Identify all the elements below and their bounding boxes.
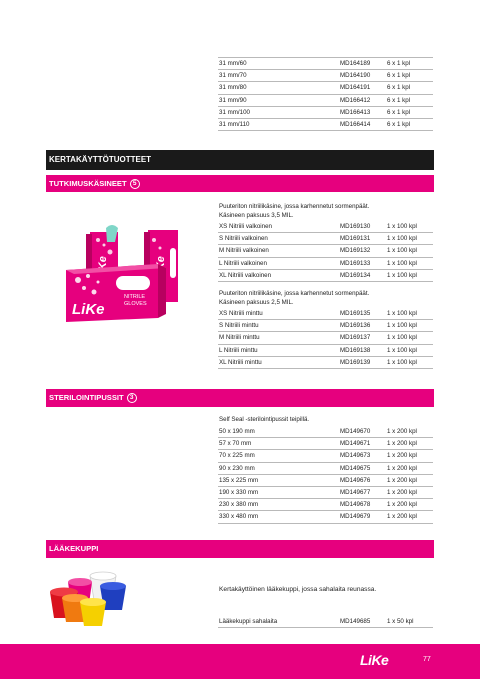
- page-footer: [0, 644, 480, 679]
- table-row: XS Nitriili minttu MD169135 1 x 100 kpl: [218, 308, 433, 320]
- table-row: 135 x 225 mm MD149676 1 x 200 kpl: [218, 475, 433, 487]
- table-row: M Nitriili valkoinen MD169132 1 x 100 kpl: [218, 245, 433, 257]
- description-line: Puuteriton nitriilikäsine, jossa karhennetut sormenpäät.: [219, 203, 370, 210]
- table-row: 31 mm/70 MD164190 6 x 1 kpl: [218, 70, 433, 82]
- divider: [46, 557, 434, 558]
- table-row: XL Nitriili valkoinen MD169134 1 x 100 kpl: [218, 270, 433, 282]
- table-row: 57 x 70 mm MD149671 1 x 200 kpl: [218, 438, 433, 450]
- gloves-table-white: [218, 221, 433, 282]
- table-row: 330 x 480 mm MD149679 1 x 200 kpl: [218, 511, 433, 523]
- description-line: Käsineen paksuus 3,5 MIL.: [219, 212, 294, 219]
- table-row: 31 mm/60 MD164189 6 x 1 kpl: [218, 58, 433, 70]
- table-row: M Nitriili minttu MD169137 1 x 100 kpl: [218, 332, 433, 344]
- description-line: Puuteriton nitriilikäsine, jossa karhennetut sormenpäät.: [219, 290, 370, 297]
- pouches-description: Self Seal -sterilointipussit teipillä.: [219, 416, 310, 423]
- table-row: 31 mm/80 MD164191 6 x 1 kpl: [218, 82, 433, 94]
- table-row: XL Nitriili minttu MD169139 1 x 100 kpl: [218, 357, 433, 369]
- brand-logo: LiKe: [360, 652, 389, 668]
- table-row: 230 x 380 mm MD149678 1 x 200 kpl: [218, 499, 433, 511]
- glove-box-front: [66, 264, 166, 322]
- gloves-table-mint: [218, 308, 433, 369]
- section-header-cups: LÄÄKEKUPPI: [46, 540, 434, 557]
- page-number: 77: [423, 656, 431, 663]
- medicine-cups-image: [46, 564, 136, 630]
- table-row: 50 x 190 mm MD149670 1 x 200 kpl: [218, 426, 433, 438]
- table-row: Lääkekuppi sahalaita MD149685 1 x 50 kpl: [218, 616, 433, 628]
- table-row: 70 x 225 mm MD149673 1 x 200 kpl: [218, 450, 433, 462]
- glove-boxes-image: [58, 218, 208, 328]
- table-row: L Nitriili valkoinen MD169133 1 x 100 kpl: [218, 258, 433, 270]
- divider: [46, 406, 434, 407]
- top-size-table: [218, 57, 433, 131]
- section-header-gloves: [46, 175, 434, 192]
- svg-text:NITRILE: NITRILE: [124, 294, 146, 300]
- table-row: L Nitriili minttu MD169138 1 x 100 kpl: [218, 345, 433, 357]
- gloves-header-label: TUTKIMUSKÄSINEET: [49, 179, 127, 188]
- cups-description: Kertakäyttöinen lääkekuppi, jossa sahalaita reunassa.: [219, 586, 377, 593]
- pouches-table: [218, 426, 433, 524]
- description-line: Käsineen paksuus 2,5 MIL.: [219, 299, 294, 306]
- pouches-header-label: STERILOINTIPUSSIT: [49, 393, 124, 402]
- table-row: 90 x 230 mm MD149675 1 x 200 kpl: [218, 463, 433, 475]
- pouches-header-number: 3: [127, 393, 137, 403]
- table-row: 31 mm/90 MD166412 6 x 1 kpl: [218, 95, 433, 107]
- gloves-header-number: 5: [130, 179, 140, 189]
- gloves-description-2: [219, 289, 433, 307]
- table-row: 31 mm/100 MD166413 6 x 1 kpl: [218, 107, 433, 119]
- gloves-description-1: [219, 202, 433, 220]
- table-row: XS Nitriili valkoinen MD169130 1 x 100 kpl: [218, 221, 433, 233]
- table-row: S Nitriili valkoinen MD169131 1 x 100 kpl: [218, 233, 433, 245]
- table-row: 190 x 330 mm MD149677 1 x 200 kpl: [218, 487, 433, 499]
- table-row: S Nitriili minttu MD169136 1 x 100 kpl: [218, 320, 433, 332]
- table-row: 31 mm/110 MD166414 6 x 1 kpl: [218, 119, 433, 131]
- svg-text:LiKe: LiKe: [72, 301, 105, 318]
- svg-text:GLOVES: GLOVES: [124, 301, 147, 307]
- section-title-disposables: KERTAKÄYTTÖTUOTTEET: [46, 150, 434, 170]
- cup-yellow: [80, 598, 106, 626]
- section-header-pouches: [46, 389, 434, 406]
- cups-table: [218, 616, 433, 628]
